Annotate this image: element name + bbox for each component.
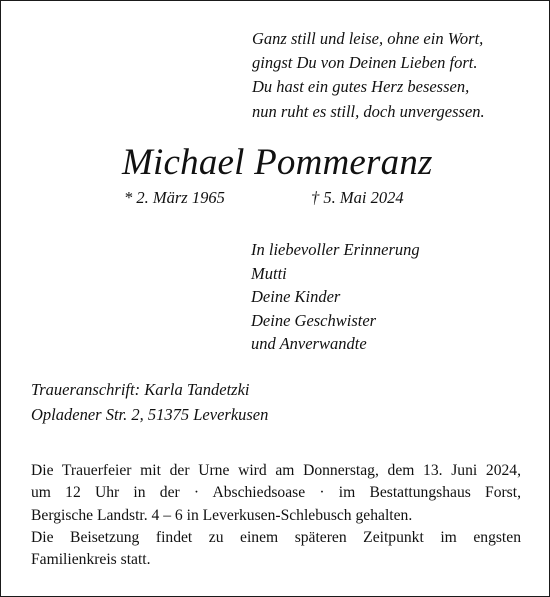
notice-line: um 12 Uhr in der · Abschiedsoase · im Bestattungshaus Forst, [31, 484, 521, 502]
deceased-name: Michael Pommeranz [122, 142, 433, 183]
notice-line: Bergische Landstr. 4 – 6 in Leverkusen-Schlebusch gehalten. [31, 506, 413, 524]
notice-line: Die Beisetzung findet zu einem späteren Zeitpunkt im engsten [31, 528, 521, 546]
notice-line: Die Trauerfeier mit der Urne wird am Donnerstag, dem 13. Juni 2024, [31, 462, 521, 479]
poem-line: Du hast ein gutes Herz besessen, [252, 77, 470, 97]
mourners-line: In liebevoller Erinnerung [251, 240, 420, 259]
mourning-address [31, 378, 268, 427]
death-date: † 5. Mai 2024 [311, 188, 404, 207]
poem-line: nun ruht es still, doch unvergessen. [252, 101, 485, 121]
mourners-line: Mutti [251, 263, 287, 283]
funeral-notice [31, 460, 521, 571]
memorial-poem [252, 27, 485, 124]
address-line: Opladener Str. 2, 51375 Leverkusen [31, 404, 269, 424]
poem-line: Ganz still und leise, ohne ein Wort, [252, 29, 484, 48]
birth-date: * 2. März 1965 [124, 188, 225, 207]
mourners-line: Deine Kinder [251, 287, 341, 306]
notice-line: Familienkreis statt. [31, 551, 151, 569]
address-line: Traueranschrift: Karla Tandetzki [31, 380, 250, 399]
mourners-line: Deine Geschwister [251, 310, 377, 330]
mourners-line: und Anverwandte [251, 334, 367, 353]
mourners-list [251, 238, 420, 356]
poem-line: gingst Du von Deinen Lieben fort. [252, 53, 478, 73]
